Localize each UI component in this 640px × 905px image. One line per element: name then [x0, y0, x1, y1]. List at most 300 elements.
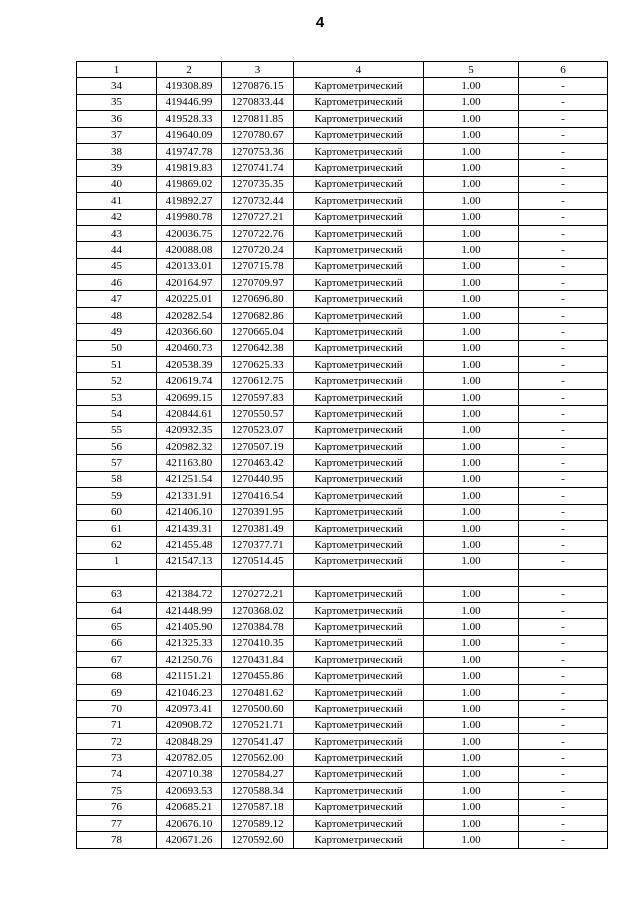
note-cell: -	[519, 94, 608, 110]
table-row	[77, 783, 608, 799]
point-number-cell: 41	[77, 193, 157, 209]
note-cell	[519, 570, 608, 586]
table-row	[77, 586, 608, 602]
y-coordinate-cell: 1270410.35	[222, 635, 294, 651]
x-coordinate-cell	[157, 570, 222, 586]
y-coordinate-cell: 1270523.07	[222, 422, 294, 438]
point-number-cell: 73	[77, 750, 157, 766]
note-cell: -	[519, 438, 608, 454]
x-coordinate-cell: 420036.75	[157, 225, 222, 241]
y-coordinate-cell: 1270612.75	[222, 373, 294, 389]
method-cell: Картометрический	[294, 734, 424, 750]
point-number-cell: 69	[77, 684, 157, 700]
x-coordinate-cell: 420088.08	[157, 242, 222, 258]
x-coordinate-cell: 420676.10	[157, 815, 222, 831]
y-coordinate-cell: 1270440.95	[222, 471, 294, 487]
method-cell: Картометрический	[294, 783, 424, 799]
point-number-cell: 52	[77, 373, 157, 389]
x-coordinate-cell: 421251.54	[157, 471, 222, 487]
x-coordinate-cell: 421439.31	[157, 520, 222, 536]
accuracy-cell: 1.00	[424, 406, 519, 422]
point-number-cell: 43	[77, 225, 157, 241]
method-cell: Картометрический	[294, 684, 424, 700]
accuracy-cell: 1.00	[424, 307, 519, 323]
accuracy-cell: 1.00	[424, 389, 519, 405]
note-cell: -	[519, 586, 608, 602]
y-coordinate-cell: 1270481.62	[222, 684, 294, 700]
point-number-cell: 53	[77, 389, 157, 405]
method-cell: Картометрический	[294, 422, 424, 438]
accuracy-cell: 1.00	[424, 373, 519, 389]
table-row	[77, 258, 608, 274]
point-number-cell: 50	[77, 340, 157, 356]
point-number-cell: 61	[77, 520, 157, 536]
table-row	[77, 602, 608, 618]
point-number-cell: 64	[77, 602, 157, 618]
point-number-cell: 44	[77, 242, 157, 258]
point-number-cell: 59	[77, 488, 157, 504]
x-coordinate-cell: 420908.72	[157, 717, 222, 733]
note-cell: -	[519, 815, 608, 831]
table-body	[77, 78, 608, 848]
note-cell: -	[519, 258, 608, 274]
note-cell: -	[519, 684, 608, 700]
point-number-cell: 65	[77, 619, 157, 635]
point-number-cell: 57	[77, 455, 157, 471]
method-cell: Картометрический	[294, 176, 424, 192]
y-coordinate-cell: 1270780.67	[222, 127, 294, 143]
accuracy-cell: 1.00	[424, 111, 519, 127]
point-number-cell: 35	[77, 94, 157, 110]
y-coordinate-cell: 1270642.38	[222, 340, 294, 356]
table-row	[77, 701, 608, 717]
method-cell: Картометрический	[294, 766, 424, 782]
point-number-cell: 58	[77, 471, 157, 487]
note-cell: -	[519, 652, 608, 668]
x-coordinate-cell: 420366.60	[157, 324, 222, 340]
note-cell: -	[519, 537, 608, 553]
note-cell: -	[519, 307, 608, 323]
accuracy-cell: 1.00	[424, 734, 519, 750]
table-row	[77, 537, 608, 553]
table-row	[77, 389, 608, 405]
point-number-cell: 63	[77, 586, 157, 602]
accuracy-cell: 1.00	[424, 635, 519, 651]
point-number-cell: 45	[77, 258, 157, 274]
point-number-cell: 51	[77, 357, 157, 373]
header-cell: 4	[294, 62, 424, 78]
y-coordinate-cell: 1270584.27	[222, 766, 294, 782]
note-cell: -	[519, 209, 608, 225]
note-cell: -	[519, 488, 608, 504]
accuracy-cell: 1.00	[424, 422, 519, 438]
note-cell: -	[519, 78, 608, 94]
point-number-cell: 74	[77, 766, 157, 782]
point-number-cell: 62	[77, 537, 157, 553]
point-number-cell: 70	[77, 701, 157, 717]
method-cell: Картометрический	[294, 832, 424, 848]
method-cell: Картометрический	[294, 242, 424, 258]
table-row	[77, 307, 608, 323]
x-coordinate-cell: 420782.05	[157, 750, 222, 766]
method-cell: Картометрический	[294, 520, 424, 536]
x-coordinate-cell: 420460.73	[157, 340, 222, 356]
note-cell: -	[519, 160, 608, 176]
table-row	[77, 357, 608, 373]
point-number-cell: 55	[77, 422, 157, 438]
point-number-cell: 34	[77, 78, 157, 94]
note-cell: -	[519, 750, 608, 766]
table-row	[77, 832, 608, 848]
y-coordinate-cell: 1270592.60	[222, 832, 294, 848]
point-number-cell: 46	[77, 275, 157, 291]
method-cell: Картометрический	[294, 652, 424, 668]
note-cell: -	[519, 143, 608, 159]
accuracy-cell: 1.00	[424, 438, 519, 454]
y-coordinate-cell: 1270720.24	[222, 242, 294, 258]
method-cell: Картометрический	[294, 668, 424, 684]
coordinates-table	[76, 61, 608, 849]
accuracy-cell: 1.00	[424, 225, 519, 241]
method-cell: Картометрический	[294, 635, 424, 651]
table-row	[77, 488, 608, 504]
accuracy-cell: 1.00	[424, 668, 519, 684]
accuracy-cell: 1.00	[424, 242, 519, 258]
note-cell: -	[519, 291, 608, 307]
method-cell: Картометрический	[294, 275, 424, 291]
accuracy-cell: 1.00	[424, 701, 519, 717]
accuracy-cell: 1.00	[424, 553, 519, 569]
y-coordinate-cell: 1270589.12	[222, 815, 294, 831]
accuracy-cell: 1.00	[424, 94, 519, 110]
method-cell	[294, 570, 424, 586]
note-cell: -	[519, 619, 608, 635]
accuracy-cell: 1.00	[424, 586, 519, 602]
point-number-cell: 56	[77, 438, 157, 454]
accuracy-cell: 1.00	[424, 324, 519, 340]
point-number-cell: 39	[77, 160, 157, 176]
y-coordinate-cell: 1270741.74	[222, 160, 294, 176]
x-coordinate-cell: 419308.89	[157, 78, 222, 94]
table-row	[77, 225, 608, 241]
y-coordinate-cell: 1270500.60	[222, 701, 294, 717]
x-coordinate-cell: 419446.99	[157, 94, 222, 110]
y-coordinate-cell: 1270735.35	[222, 176, 294, 192]
accuracy-cell: 1.00	[424, 652, 519, 668]
accuracy-cell: 1.00	[424, 717, 519, 733]
table-row	[77, 619, 608, 635]
table-row	[77, 160, 608, 176]
method-cell: Картометрический	[294, 619, 424, 635]
point-number-cell: 47	[77, 291, 157, 307]
table-row	[77, 815, 608, 831]
note-cell: -	[519, 242, 608, 258]
accuracy-cell: 1.00	[424, 750, 519, 766]
x-coordinate-cell: 420844.61	[157, 406, 222, 422]
note-cell: -	[519, 832, 608, 848]
table-row	[77, 406, 608, 422]
accuracy-cell: 1.00	[424, 471, 519, 487]
point-number-cell: 67	[77, 652, 157, 668]
method-cell: Картометрический	[294, 488, 424, 504]
accuracy-cell: 1.00	[424, 357, 519, 373]
point-number-cell: 36	[77, 111, 157, 127]
y-coordinate-cell: 1270416.54	[222, 488, 294, 504]
point-number-cell: 71	[77, 717, 157, 733]
table-row	[77, 291, 608, 307]
method-cell: Картометрический	[294, 143, 424, 159]
y-coordinate-cell: 1270384.78	[222, 619, 294, 635]
x-coordinate-cell: 421405.90	[157, 619, 222, 635]
point-number-cell: 60	[77, 504, 157, 520]
x-coordinate-cell: 420973.41	[157, 701, 222, 717]
note-cell: -	[519, 193, 608, 209]
x-coordinate-cell: 421325.33	[157, 635, 222, 651]
accuracy-cell	[424, 570, 519, 586]
note-cell: -	[519, 357, 608, 373]
table-row	[77, 652, 608, 668]
x-coordinate-cell: 420685.21	[157, 799, 222, 815]
y-coordinate-cell: 1270753.36	[222, 143, 294, 159]
x-coordinate-cell: 419980.78	[157, 209, 222, 225]
accuracy-cell: 1.00	[424, 488, 519, 504]
y-coordinate-cell: 1270665.04	[222, 324, 294, 340]
note-cell: -	[519, 602, 608, 618]
table-row	[77, 176, 608, 192]
method-cell: Картометрический	[294, 537, 424, 553]
table-row	[77, 799, 608, 815]
y-coordinate-cell: 1270272.21	[222, 586, 294, 602]
method-cell: Картометрический	[294, 357, 424, 373]
x-coordinate-cell: 421448.99	[157, 602, 222, 618]
x-coordinate-cell: 419747.78	[157, 143, 222, 159]
method-cell: Картометрический	[294, 291, 424, 307]
y-coordinate-cell: 1270368.02	[222, 602, 294, 618]
note-cell: -	[519, 111, 608, 127]
accuracy-cell: 1.00	[424, 684, 519, 700]
point-number-cell: 48	[77, 307, 157, 323]
table-row	[77, 520, 608, 536]
table-row	[77, 635, 608, 651]
x-coordinate-cell: 421331.91	[157, 488, 222, 504]
point-number-cell: 78	[77, 832, 157, 848]
y-coordinate-cell: 1270696.80	[222, 291, 294, 307]
note-cell: -	[519, 717, 608, 733]
accuracy-cell: 1.00	[424, 275, 519, 291]
header-cell: 5	[424, 62, 519, 78]
y-coordinate-cell: 1270715.78	[222, 258, 294, 274]
note-cell: -	[519, 635, 608, 651]
method-cell: Картометрический	[294, 373, 424, 389]
x-coordinate-cell: 421384.72	[157, 586, 222, 602]
point-number-cell: 76	[77, 799, 157, 815]
x-coordinate-cell: 419819.83	[157, 160, 222, 176]
y-coordinate-cell: 1270709.97	[222, 275, 294, 291]
method-cell: Картометрический	[294, 307, 424, 323]
point-number-cell: 72	[77, 734, 157, 750]
table-row	[77, 340, 608, 356]
x-coordinate-cell: 421250.76	[157, 652, 222, 668]
point-number-cell: 1	[77, 553, 157, 569]
page-number: 4	[315, 14, 325, 31]
note-cell: -	[519, 176, 608, 192]
x-coordinate-cell: 421455.48	[157, 537, 222, 553]
note-cell: -	[519, 373, 608, 389]
method-cell: Картометрический	[294, 438, 424, 454]
table-row	[77, 766, 608, 782]
table-row	[77, 127, 608, 143]
x-coordinate-cell: 420619.74	[157, 373, 222, 389]
method-cell: Картометрический	[294, 750, 424, 766]
note-cell: -	[519, 422, 608, 438]
method-cell: Картометрический	[294, 455, 424, 471]
y-coordinate-cell: 1270625.33	[222, 357, 294, 373]
x-coordinate-cell: 420225.01	[157, 291, 222, 307]
method-cell: Картометрический	[294, 225, 424, 241]
accuracy-cell: 1.00	[424, 832, 519, 848]
accuracy-cell: 1.00	[424, 160, 519, 176]
table-row	[77, 111, 608, 127]
method-cell: Картометрический	[294, 717, 424, 733]
table-row	[77, 143, 608, 159]
accuracy-cell: 1.00	[424, 176, 519, 192]
x-coordinate-cell: 421151.21	[157, 668, 222, 684]
y-coordinate-cell: 1270377.71	[222, 537, 294, 553]
method-cell: Картометрический	[294, 553, 424, 569]
accuracy-cell: 1.00	[424, 127, 519, 143]
accuracy-cell: 1.00	[424, 455, 519, 471]
table-row	[77, 438, 608, 454]
header-cell: 3	[222, 62, 294, 78]
x-coordinate-cell: 421406.10	[157, 504, 222, 520]
table-row	[77, 324, 608, 340]
method-cell: Картометрический	[294, 94, 424, 110]
table-row	[77, 193, 608, 209]
y-coordinate-cell: 1270682.86	[222, 307, 294, 323]
note-cell: -	[519, 324, 608, 340]
point-number-cell	[77, 570, 157, 586]
note-cell: -	[519, 389, 608, 405]
x-coordinate-cell: 420282.54	[157, 307, 222, 323]
point-number-cell: 40	[77, 176, 157, 192]
note-cell: -	[519, 340, 608, 356]
y-coordinate-cell: 1270521.71	[222, 717, 294, 733]
accuracy-cell: 1.00	[424, 340, 519, 356]
note-cell: -	[519, 471, 608, 487]
x-coordinate-cell: 420710.38	[157, 766, 222, 782]
accuracy-cell: 1.00	[424, 291, 519, 307]
accuracy-cell: 1.00	[424, 783, 519, 799]
x-coordinate-cell: 421046.23	[157, 684, 222, 700]
x-coordinate-cell: 421547.13	[157, 553, 222, 569]
y-coordinate-cell: 1270588.34	[222, 783, 294, 799]
x-coordinate-cell: 420164.97	[157, 275, 222, 291]
header-cell: 2	[157, 62, 222, 78]
y-coordinate-cell: 1270455.86	[222, 668, 294, 684]
table-row	[77, 750, 608, 766]
note-cell: -	[519, 520, 608, 536]
note-cell: -	[519, 668, 608, 684]
x-coordinate-cell: 420699.15	[157, 389, 222, 405]
table-row	[77, 455, 608, 471]
table-row	[77, 209, 608, 225]
note-cell: -	[519, 406, 608, 422]
x-coordinate-cell: 419640.09	[157, 127, 222, 143]
note-cell: -	[519, 553, 608, 569]
method-cell: Картометрический	[294, 586, 424, 602]
y-coordinate-cell: 1270597.83	[222, 389, 294, 405]
y-coordinate-cell: 1270381.49	[222, 520, 294, 536]
y-coordinate-cell: 1270463.42	[222, 455, 294, 471]
y-coordinate-cell: 1270732.44	[222, 193, 294, 209]
y-coordinate-cell: 1270833.44	[222, 94, 294, 110]
y-coordinate-cell: 1270811.85	[222, 111, 294, 127]
method-cell: Картометрический	[294, 127, 424, 143]
table-row	[77, 422, 608, 438]
y-coordinate-cell: 1270876.15	[222, 78, 294, 94]
x-coordinate-cell: 420982.32	[157, 438, 222, 454]
accuracy-cell: 1.00	[424, 143, 519, 159]
x-coordinate-cell: 420848.29	[157, 734, 222, 750]
method-cell: Картометрический	[294, 602, 424, 618]
note-cell: -	[519, 127, 608, 143]
y-coordinate-cell: 1270727.21	[222, 209, 294, 225]
note-cell: -	[519, 504, 608, 520]
accuracy-cell: 1.00	[424, 193, 519, 209]
point-number-cell: 42	[77, 209, 157, 225]
method-cell: Картометрический	[294, 504, 424, 520]
y-coordinate-cell: 1270550.57	[222, 406, 294, 422]
table-header-row	[77, 62, 608, 78]
note-cell: -	[519, 734, 608, 750]
method-cell: Картометрический	[294, 340, 424, 356]
y-coordinate-cell: 1270722.76	[222, 225, 294, 241]
header-cell: 6	[519, 62, 608, 78]
table-row	[77, 471, 608, 487]
point-number-cell: 54	[77, 406, 157, 422]
method-cell: Картометрический	[294, 209, 424, 225]
method-cell: Картометрический	[294, 258, 424, 274]
y-coordinate-cell: 1270514.45	[222, 553, 294, 569]
method-cell: Картометрический	[294, 160, 424, 176]
table-row	[77, 717, 608, 733]
point-number-cell: 38	[77, 143, 157, 159]
method-cell: Картометрический	[294, 701, 424, 717]
y-coordinate-cell: 1270562.00	[222, 750, 294, 766]
accuracy-cell: 1.00	[424, 78, 519, 94]
point-number-cell: 49	[77, 324, 157, 340]
method-cell: Картометрический	[294, 111, 424, 127]
table-row	[77, 734, 608, 750]
x-coordinate-cell: 420671.26	[157, 832, 222, 848]
y-coordinate-cell	[222, 570, 294, 586]
x-coordinate-cell: 421163.80	[157, 455, 222, 471]
method-cell: Картометрический	[294, 815, 424, 831]
method-cell: Картометрический	[294, 406, 424, 422]
method-cell: Картометрический	[294, 193, 424, 209]
note-cell: -	[519, 701, 608, 717]
table-row	[77, 78, 608, 94]
accuracy-cell: 1.00	[424, 258, 519, 274]
accuracy-cell: 1.00	[424, 619, 519, 635]
x-coordinate-cell: 419528.33	[157, 111, 222, 127]
table-row	[77, 668, 608, 684]
note-cell: -	[519, 799, 608, 815]
note-cell: -	[519, 275, 608, 291]
y-coordinate-cell: 1270431.84	[222, 652, 294, 668]
table-row	[77, 94, 608, 110]
x-coordinate-cell: 420693.53	[157, 783, 222, 799]
